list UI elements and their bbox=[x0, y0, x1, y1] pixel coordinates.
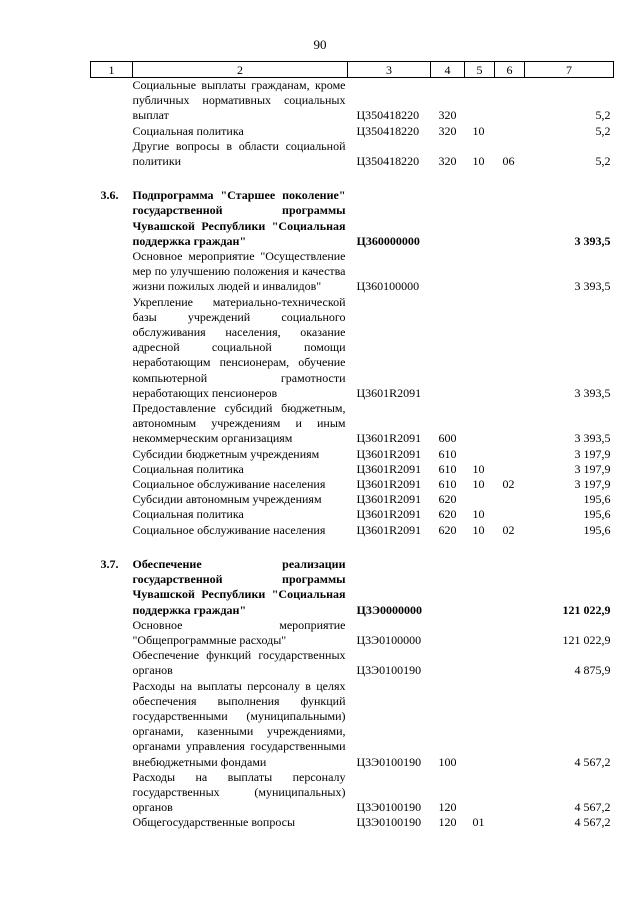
subsection bbox=[495, 557, 525, 618]
table-row bbox=[91, 507, 614, 522]
target-article-code: Ц3Э0000000 bbox=[356, 602, 422, 617]
subsection bbox=[495, 770, 525, 816]
row-number bbox=[91, 507, 133, 522]
expense-type: 610 bbox=[438, 446, 457, 461]
expense-name: Обеспечение функций государственных органов bbox=[132, 648, 346, 678]
amount: 3 393,5 bbox=[574, 279, 611, 294]
target-article-code: Ц3601R2091 bbox=[356, 385, 422, 400]
expense-name: Предоставление субсидий бюджетным, автономным учреждениям и иным некоммерческим организациям bbox=[132, 401, 346, 446]
table-row bbox=[91, 770, 614, 816]
expense-type bbox=[431, 618, 465, 648]
section: 10 bbox=[472, 123, 485, 138]
amount: 3 197,9 bbox=[574, 446, 611, 461]
expense-name: Социальное обслуживание населения bbox=[132, 477, 326, 492]
target-article-code: Ц3601R2091 bbox=[356, 507, 422, 522]
expense-type bbox=[431, 295, 465, 401]
amount: 5,2 bbox=[595, 123, 611, 138]
amount: 121 022,9 bbox=[562, 602, 611, 617]
spacer-cell bbox=[91, 538, 614, 557]
table-row bbox=[91, 815, 614, 830]
target-article-code: Ц3601R2091 bbox=[356, 461, 422, 476]
amount: 5,2 bbox=[595, 154, 611, 169]
expense-name: Социальная политика bbox=[132, 123, 244, 138]
target-article-code: Ц3Э0100190 bbox=[356, 800, 422, 815]
subsection bbox=[495, 648, 525, 678]
expense-name: Расходы на выплаты персоналу в целях обеспечения выполнения функций государственными (муниципальными) органами, казенными учреждениями, органами управления государственными внебюджетными фондами bbox=[132, 678, 346, 769]
expense-name: Социальная политика bbox=[132, 507, 244, 522]
row-number: 3.7. bbox=[100, 556, 119, 571]
target-article-code: Ц350418220 bbox=[356, 108, 420, 123]
table-row bbox=[91, 188, 614, 249]
expense-type: 620 bbox=[438, 507, 457, 522]
table-row bbox=[91, 648, 614, 678]
amount: 4 875,9 bbox=[574, 663, 611, 678]
subsection bbox=[495, 78, 525, 124]
target-article-code: Ц3Э0100190 bbox=[356, 815, 422, 830]
col-header-4: 4 bbox=[431, 62, 465, 78]
target-article-code: Ц3Э0100000 bbox=[356, 632, 422, 647]
row-number bbox=[91, 249, 133, 295]
row-number: 3.6. bbox=[100, 188, 119, 203]
amount: 195,6 bbox=[583, 507, 611, 522]
amount: 3 197,9 bbox=[574, 477, 611, 492]
row-number bbox=[91, 78, 133, 124]
budget-table bbox=[90, 61, 614, 831]
expense-name: Укрепление материально-технической базы учреждений социального обслуживания населения, оказание адресной социальной помощи неработающим пенсионерам, обучение компьютерной грамотности неработающих пенсионеров bbox=[132, 294, 346, 400]
subsection: 02 bbox=[502, 477, 515, 492]
target-article-code: Ц3Э0100190 bbox=[356, 754, 422, 769]
table-row bbox=[91, 249, 614, 295]
amount: 195,6 bbox=[583, 522, 611, 537]
subsection bbox=[495, 462, 525, 477]
page-number: 90 bbox=[313, 37, 327, 52]
expense-name: Основное мероприятие "Общепрограммные расходы" bbox=[132, 617, 346, 647]
amount: 195,6 bbox=[583, 492, 611, 507]
expense-type: 120 bbox=[438, 800, 457, 815]
section: 10 bbox=[472, 477, 485, 492]
section bbox=[465, 648, 495, 678]
row-number bbox=[91, 618, 133, 648]
target-article-code: Ц3601R2091 bbox=[356, 431, 422, 446]
table-row bbox=[91, 477, 614, 492]
subsection bbox=[495, 188, 525, 249]
col-header-1: 1 bbox=[91, 62, 133, 78]
col-header-2: 2 bbox=[133, 62, 348, 78]
expense-name: Обеспечение реализации государственной программы Чувашской Республики "Социальная поддержка граждан" bbox=[132, 556, 346, 617]
section bbox=[465, 401, 495, 447]
target-article-code: Ц350418220 bbox=[356, 123, 420, 138]
section: 10 bbox=[472, 461, 485, 476]
table-row bbox=[91, 557, 614, 618]
target-article-code: Ц360100000 bbox=[356, 279, 420, 294]
row-number bbox=[91, 492, 133, 507]
section bbox=[465, 492, 495, 507]
expense-type bbox=[431, 249, 465, 295]
expense-type: 620 bbox=[438, 492, 457, 507]
table-row bbox=[91, 679, 614, 770]
expense-name: Социальная политика bbox=[132, 461, 244, 476]
expense-name: Субсидии бюджетным учреждениям bbox=[132, 446, 320, 461]
row-number bbox=[91, 815, 133, 830]
col-header-7: 7 bbox=[525, 62, 614, 78]
target-article-code: Ц3601R2091 bbox=[356, 492, 422, 507]
col-header-6: 6 bbox=[495, 62, 525, 78]
table-row bbox=[91, 492, 614, 507]
expense-type: 100 bbox=[438, 754, 457, 769]
table-body bbox=[91, 78, 614, 831]
row-number bbox=[91, 447, 133, 462]
subsection bbox=[495, 249, 525, 295]
target-article-code: Ц3Э0100190 bbox=[356, 663, 422, 678]
amount: 4 567,2 bbox=[574, 815, 611, 830]
row-number bbox=[91, 477, 133, 492]
table-row bbox=[91, 295, 614, 401]
subsection: 06 bbox=[502, 154, 515, 169]
section bbox=[465, 295, 495, 401]
row-number bbox=[91, 523, 133, 538]
subsection bbox=[495, 815, 525, 830]
table-row bbox=[91, 401, 614, 447]
table-row bbox=[91, 139, 614, 169]
amount: 3 393,5 bbox=[574, 431, 611, 446]
col-header-5: 5 bbox=[465, 62, 495, 78]
table-row bbox=[91, 523, 614, 538]
target-article-code: Ц3601R2091 bbox=[356, 522, 422, 537]
expense-type: 320 bbox=[438, 123, 457, 138]
expense-type: 610 bbox=[438, 477, 457, 492]
row-number bbox=[91, 770, 133, 816]
section bbox=[465, 78, 495, 124]
expense-name: Подпрограмма "Старшее поколение" государственной программы Чувашской Республики "Социальная поддержка граждан" bbox=[132, 188, 346, 248]
target-article-code: Ц3601R2091 bbox=[356, 446, 422, 461]
amount: 4 567,2 bbox=[574, 754, 611, 769]
amount: 121 022,9 bbox=[562, 632, 611, 647]
spacer-cell bbox=[91, 169, 614, 188]
expense-name: Социальные выплаты гражданам, кроме публичных нормативных социальных выплат bbox=[132, 78, 346, 123]
col-header-3: 3 bbox=[348, 62, 431, 78]
section bbox=[465, 618, 495, 648]
section bbox=[465, 447, 495, 462]
row-number bbox=[91, 139, 133, 169]
subsection bbox=[495, 447, 525, 462]
section: 10 bbox=[472, 507, 485, 522]
row-number bbox=[91, 648, 133, 678]
row-number bbox=[91, 401, 133, 447]
amount: 4 567,2 bbox=[574, 800, 611, 815]
column-number-header bbox=[91, 62, 614, 78]
expense-type: 610 bbox=[438, 461, 457, 476]
expense-type: 320 bbox=[438, 154, 457, 169]
row-number bbox=[91, 462, 133, 477]
amount: 5,2 bbox=[595, 108, 611, 123]
expense-type bbox=[431, 557, 465, 618]
subsection bbox=[495, 618, 525, 648]
section bbox=[465, 770, 495, 816]
section bbox=[465, 188, 495, 249]
section bbox=[465, 249, 495, 295]
section bbox=[465, 557, 495, 618]
subsection bbox=[495, 124, 525, 139]
subsection: 02 bbox=[502, 522, 515, 537]
row-number bbox=[91, 124, 133, 139]
section bbox=[465, 679, 495, 770]
subsection bbox=[495, 492, 525, 507]
amount: 3 197,9 bbox=[574, 461, 611, 476]
expense-type: 320 bbox=[438, 108, 457, 123]
expense-name: Основное мероприятие "Осуществление мер по улучшению положения и качества жизни пожилых людей и инвалидов" bbox=[132, 249, 346, 294]
expense-name: Расходы на выплаты персоналу государственных (муниципальных) органов bbox=[132, 769, 346, 815]
expense-type: 120 bbox=[438, 815, 457, 830]
table-row bbox=[91, 462, 614, 477]
expense-name: Социальное обслуживание населения bbox=[132, 522, 326, 537]
expense-name: Общегосударственные вопросы bbox=[132, 815, 296, 830]
target-article-code: Ц3601R2091 bbox=[356, 477, 422, 492]
amount: 3 393,5 bbox=[574, 233, 611, 248]
expense-type: 620 bbox=[438, 522, 457, 537]
subsection bbox=[495, 507, 525, 522]
expense-type bbox=[431, 648, 465, 678]
expense-name: Субсидии автономным учреждениям bbox=[132, 492, 322, 507]
expense-type bbox=[431, 188, 465, 249]
section-spacer bbox=[91, 538, 614, 557]
subsection bbox=[495, 401, 525, 447]
table-row bbox=[91, 124, 614, 139]
table-row bbox=[91, 618, 614, 648]
section-spacer bbox=[91, 169, 614, 188]
table-row bbox=[91, 447, 614, 462]
subsection bbox=[495, 295, 525, 401]
target-article-code: Ц350418220 bbox=[356, 154, 420, 169]
row-number bbox=[91, 679, 133, 770]
target-article-code: Ц360000000 bbox=[356, 233, 420, 248]
row-number bbox=[91, 295, 133, 401]
section: 01 bbox=[472, 815, 485, 830]
expense-name: Другие вопросы в области социальной политики bbox=[132, 138, 346, 169]
expense-type: 600 bbox=[438, 431, 457, 446]
section: 10 bbox=[472, 522, 485, 537]
amount: 3 393,5 bbox=[574, 385, 611, 400]
section: 10 bbox=[472, 154, 485, 169]
table-row bbox=[91, 78, 614, 124]
subsection bbox=[495, 679, 525, 770]
